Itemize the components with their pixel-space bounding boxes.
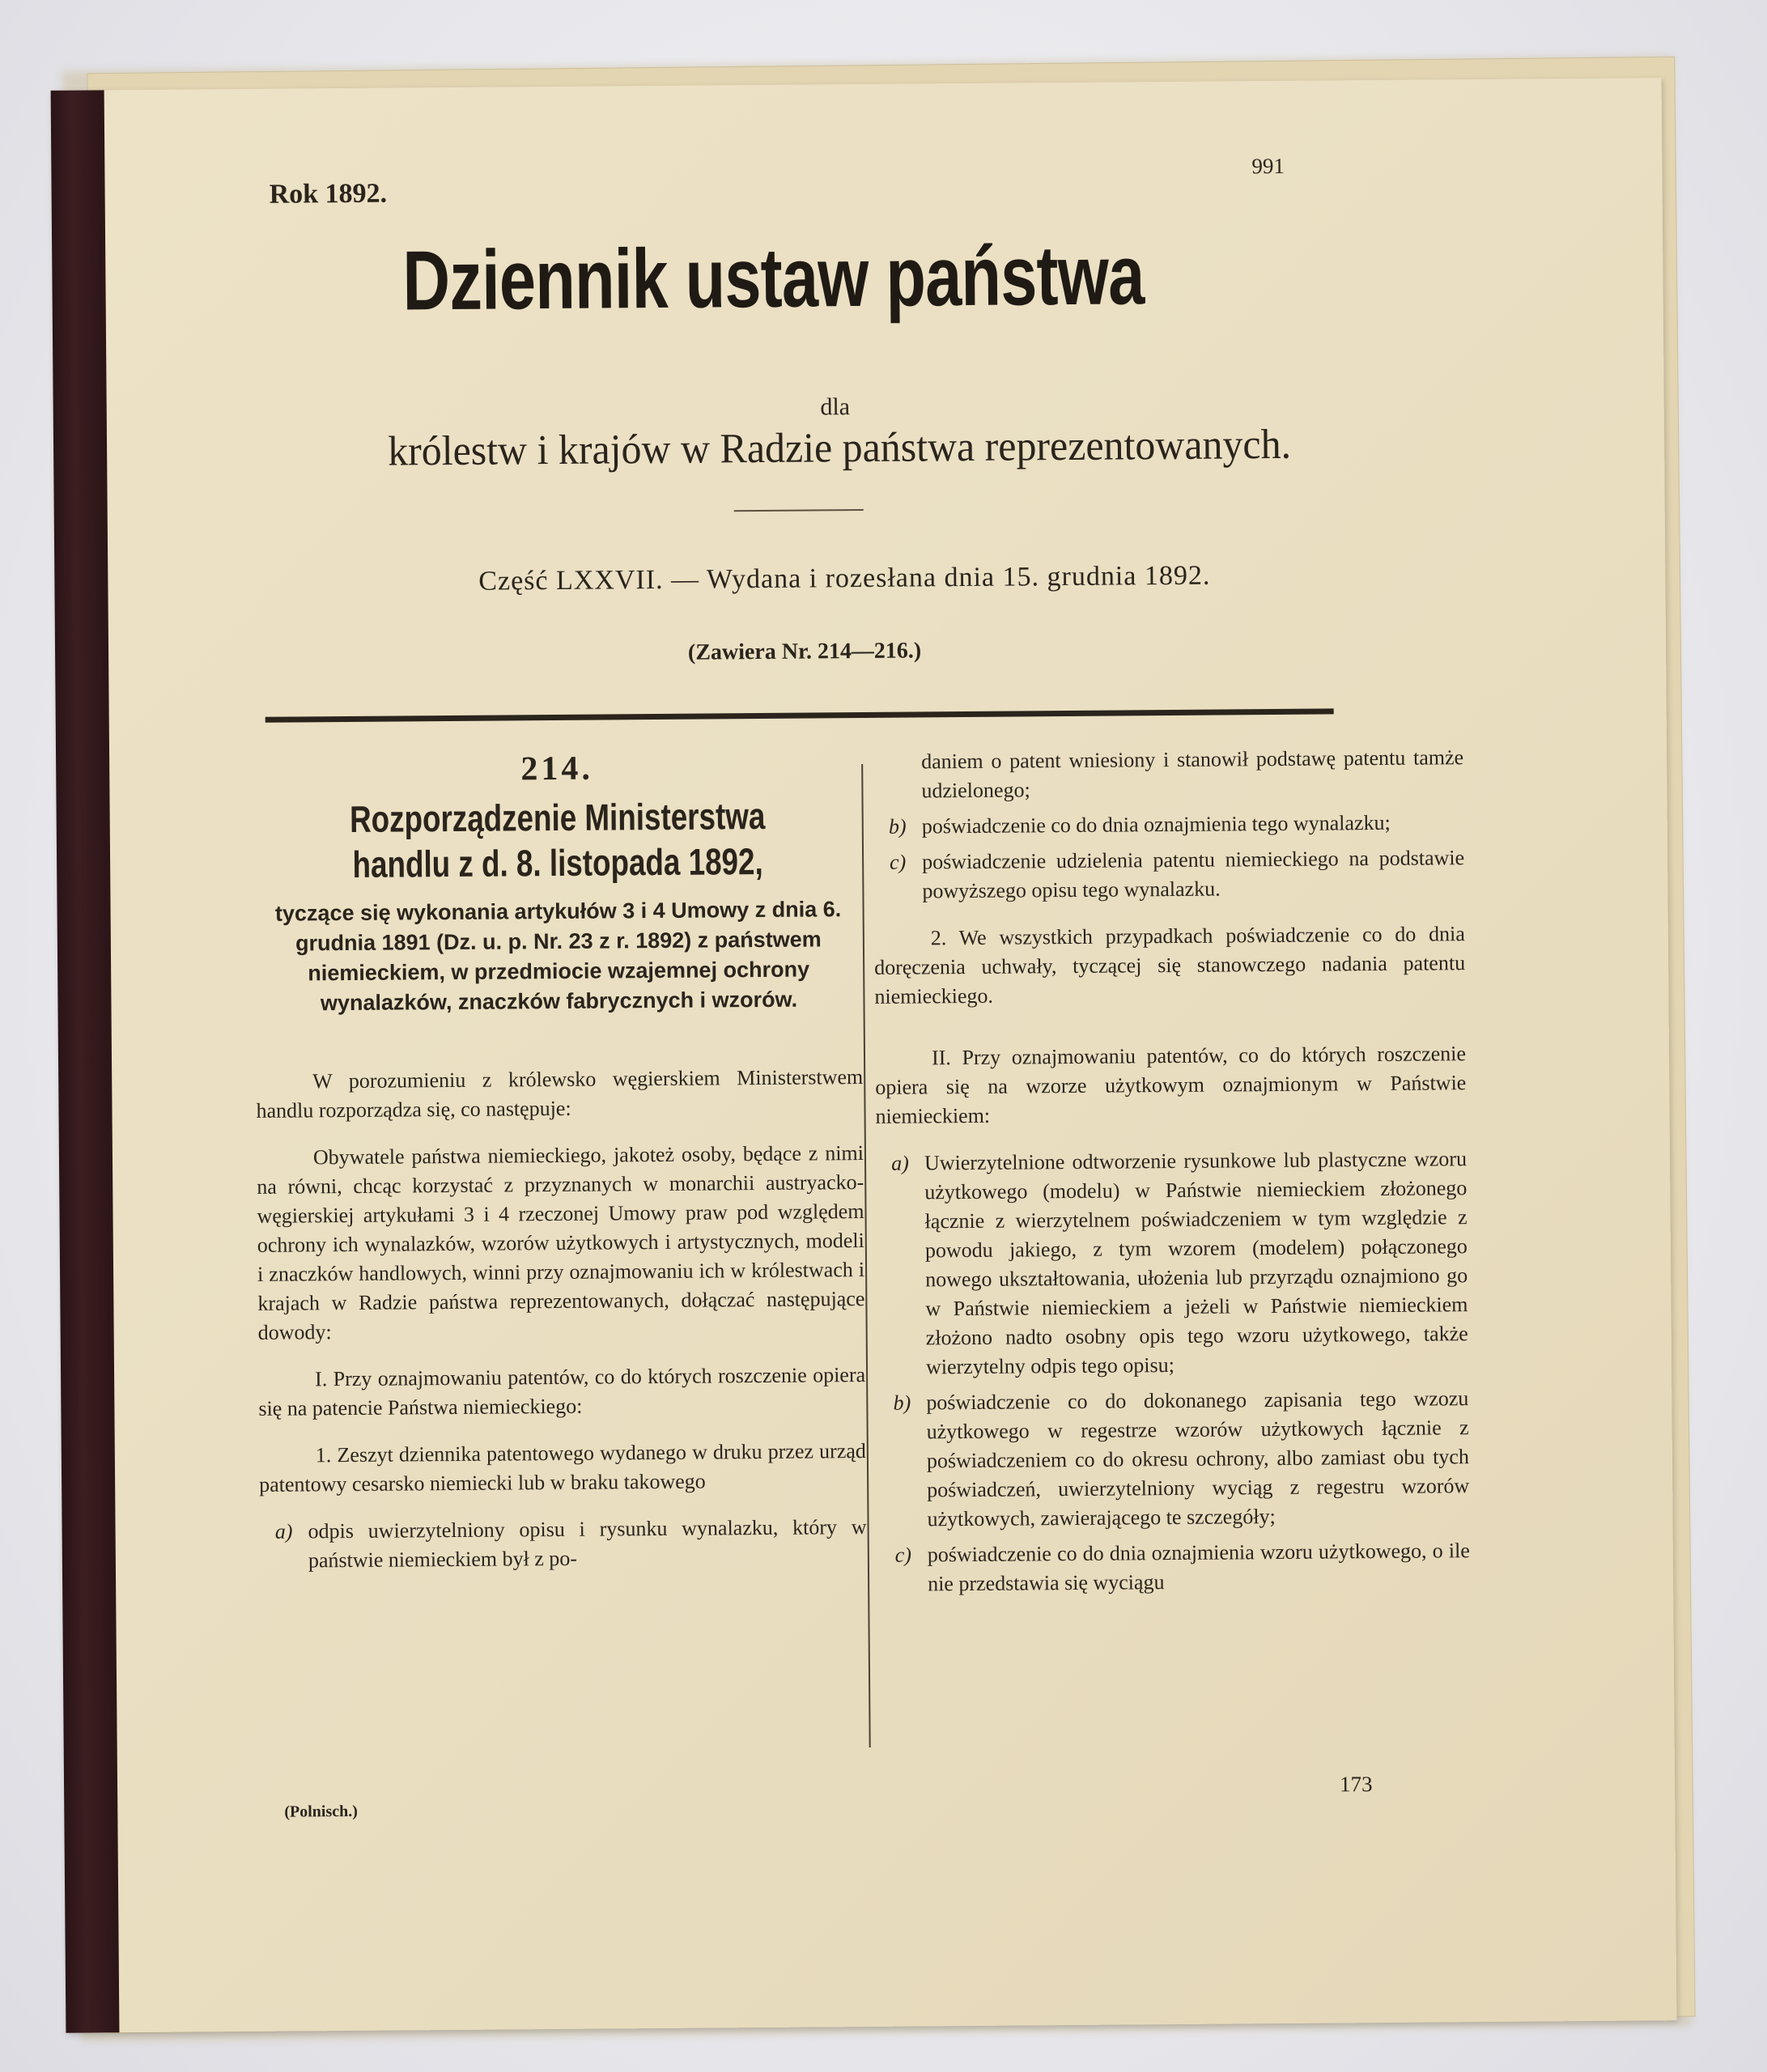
list-item-ii-a [876,1144,1468,1382]
item-label: b) [888,814,907,839]
page-number: 991 [1251,153,1285,179]
item-label: c) [889,850,907,874]
year-label: Rok 1892. [269,178,388,210]
list-item-c [873,843,1465,906]
paragraph-intro: W porozumieniu z królewsko węgierskiem Ministerstwem handlu rozporządza się, co następuje: [256,1065,864,1123]
left-column [253,749,867,1582]
list-item-ii-c [879,1536,1471,1599]
item-label: a) [891,1151,909,1175]
paragraph-point-1: 1. Zeszyt dziennika patentowego wydanego w druku przez urząd patentowy cesarsko niemiecki lub w braku takowego [259,1438,866,1497]
masthead-title: Dziennik ustaw państwa [402,228,1145,329]
list-item-a [259,1513,867,1576]
issue-line: Część LXXVII. — Wydana i rozesłana dnia 15. grudnia 1892. [478,560,1211,597]
short-divider [734,509,864,512]
item-text: poświadczenie co do dokonanego zapisania tego wzozu użytkowego w regestrze wzorów użytkowych łącznie z poświadczeniem co do okresu ochrony, albo zamiast obu tych poświadczeń, uwierzytelniony wyciąg z regestru wzorów użytkowych, zawierającego te szczegóły; [926,1386,1470,1531]
paragraph-section-i: I. Przy oznajmowaniu patentów, co do których roszczenie opiera się na patencie Państwa niemieckiego: [258,1362,866,1420]
item-text: poświadczenie co do dnia oznajmienia wzoru użytkowego, o ile nie przedstawia się wyciągu [927,1539,1470,1596]
paragraph-section-ii: II. Przy oznajmowaniu patentów, co do których roszczenie opiera się na wzorze użytkowym oznajmionym w Państwie niemieckiem: [875,1042,1467,1128]
paragraph-point-2: 2. We wszystkich przypadkach poświadczenie co do dnia doręczenia uchwały, tyczącej się stanowczego nadania patentu niemieckiego. [874,922,1466,1008]
header-rule [265,708,1334,722]
item-label: a) [274,1519,293,1543]
item-text: poświadczenie co do dnia oznajmienia tego wynalazku; [921,810,1391,839]
document-page [51,78,1677,2033]
masthead-subtitle: królestw i krajów w Radzie państwa reprezentowanych. [387,421,1292,475]
continued-text: daniem o patent wniesiony i stanowił podstawę patentu tamże udzielonego; [921,745,1464,803]
item-text: odpis uwierzytelniony opisu i rysunku wynalazku, który w państwie niemieckiem był z po- [308,1514,867,1573]
item-label: c) [894,1543,912,1567]
masthead-dla: dla [820,393,851,421]
paragraph-citizens: Obywatele państwa niemieckiego, jakoteż osoby, będące z nimi na równi, chcąc korzystać z przyznanych w monarchii austryacko-węgierskiej artykułami 3 i 4 rzeczonej Umowy praw pod względem ochrony ich wynalazków, wzorów użytkowych i artystycznych, modeli i znaczków handlowych, winni przy oznajmowaniu ich w królestwach i krajach w Radzie państwa reprezentowanych, dołączać następujące dowody: [257,1141,865,1344]
contents-line: (Zawiera Nr. 214—216.) [687,638,922,665]
list-item-ii-b [877,1384,1469,1535]
item-text: Uwierzytelnione odtworzenie rysunkowe lub plastyczne wzoru użytkowego (modelu) w Państwie niemieckiem złożonego łącznie z wierzytelnem poświadczeniem w tym względzie z powodu jakiego, z tym wzorem (modelem) połączonego nowego ukształtowania, ułożenia lub przyrządu oznajmiono go w Państwie niemieckiem a jeżeli w Państwie niemieckiem złożono nadto osobny opis tego wzoru użytkowego, także wierzytelny odpis tego opisu; [924,1147,1468,1379]
item-text: poświadczenie udzielenia patentu niemieckiego na podstawie powyższego opisu tego wynalazku. [922,846,1465,903]
page-content [104,78,1677,2032]
regulation-title: Rozporządzenie Ministerstwa handlu z d. 8. listopada 1892, [349,794,766,885]
printer-signature: 173 [1339,1772,1373,1797]
language-note: (Polnisch.) [284,1802,358,1821]
regulation-number: 214. [520,749,594,788]
regulation-description: tyczące się wykonania artykułów 3 i 4 Umowy z dnia 6. grudnia 1891 (Dz. u. p. Nr. 23 z r. 1892) z państwem niemieckiem, w przedmiocie wzajemnej ochrony wynalazków, znaczków fabrycznych i wzorów. [274,897,842,1016]
list-item-b [873,808,1464,842]
item-label: b) [893,1391,911,1415]
right-column [873,743,1470,1606]
